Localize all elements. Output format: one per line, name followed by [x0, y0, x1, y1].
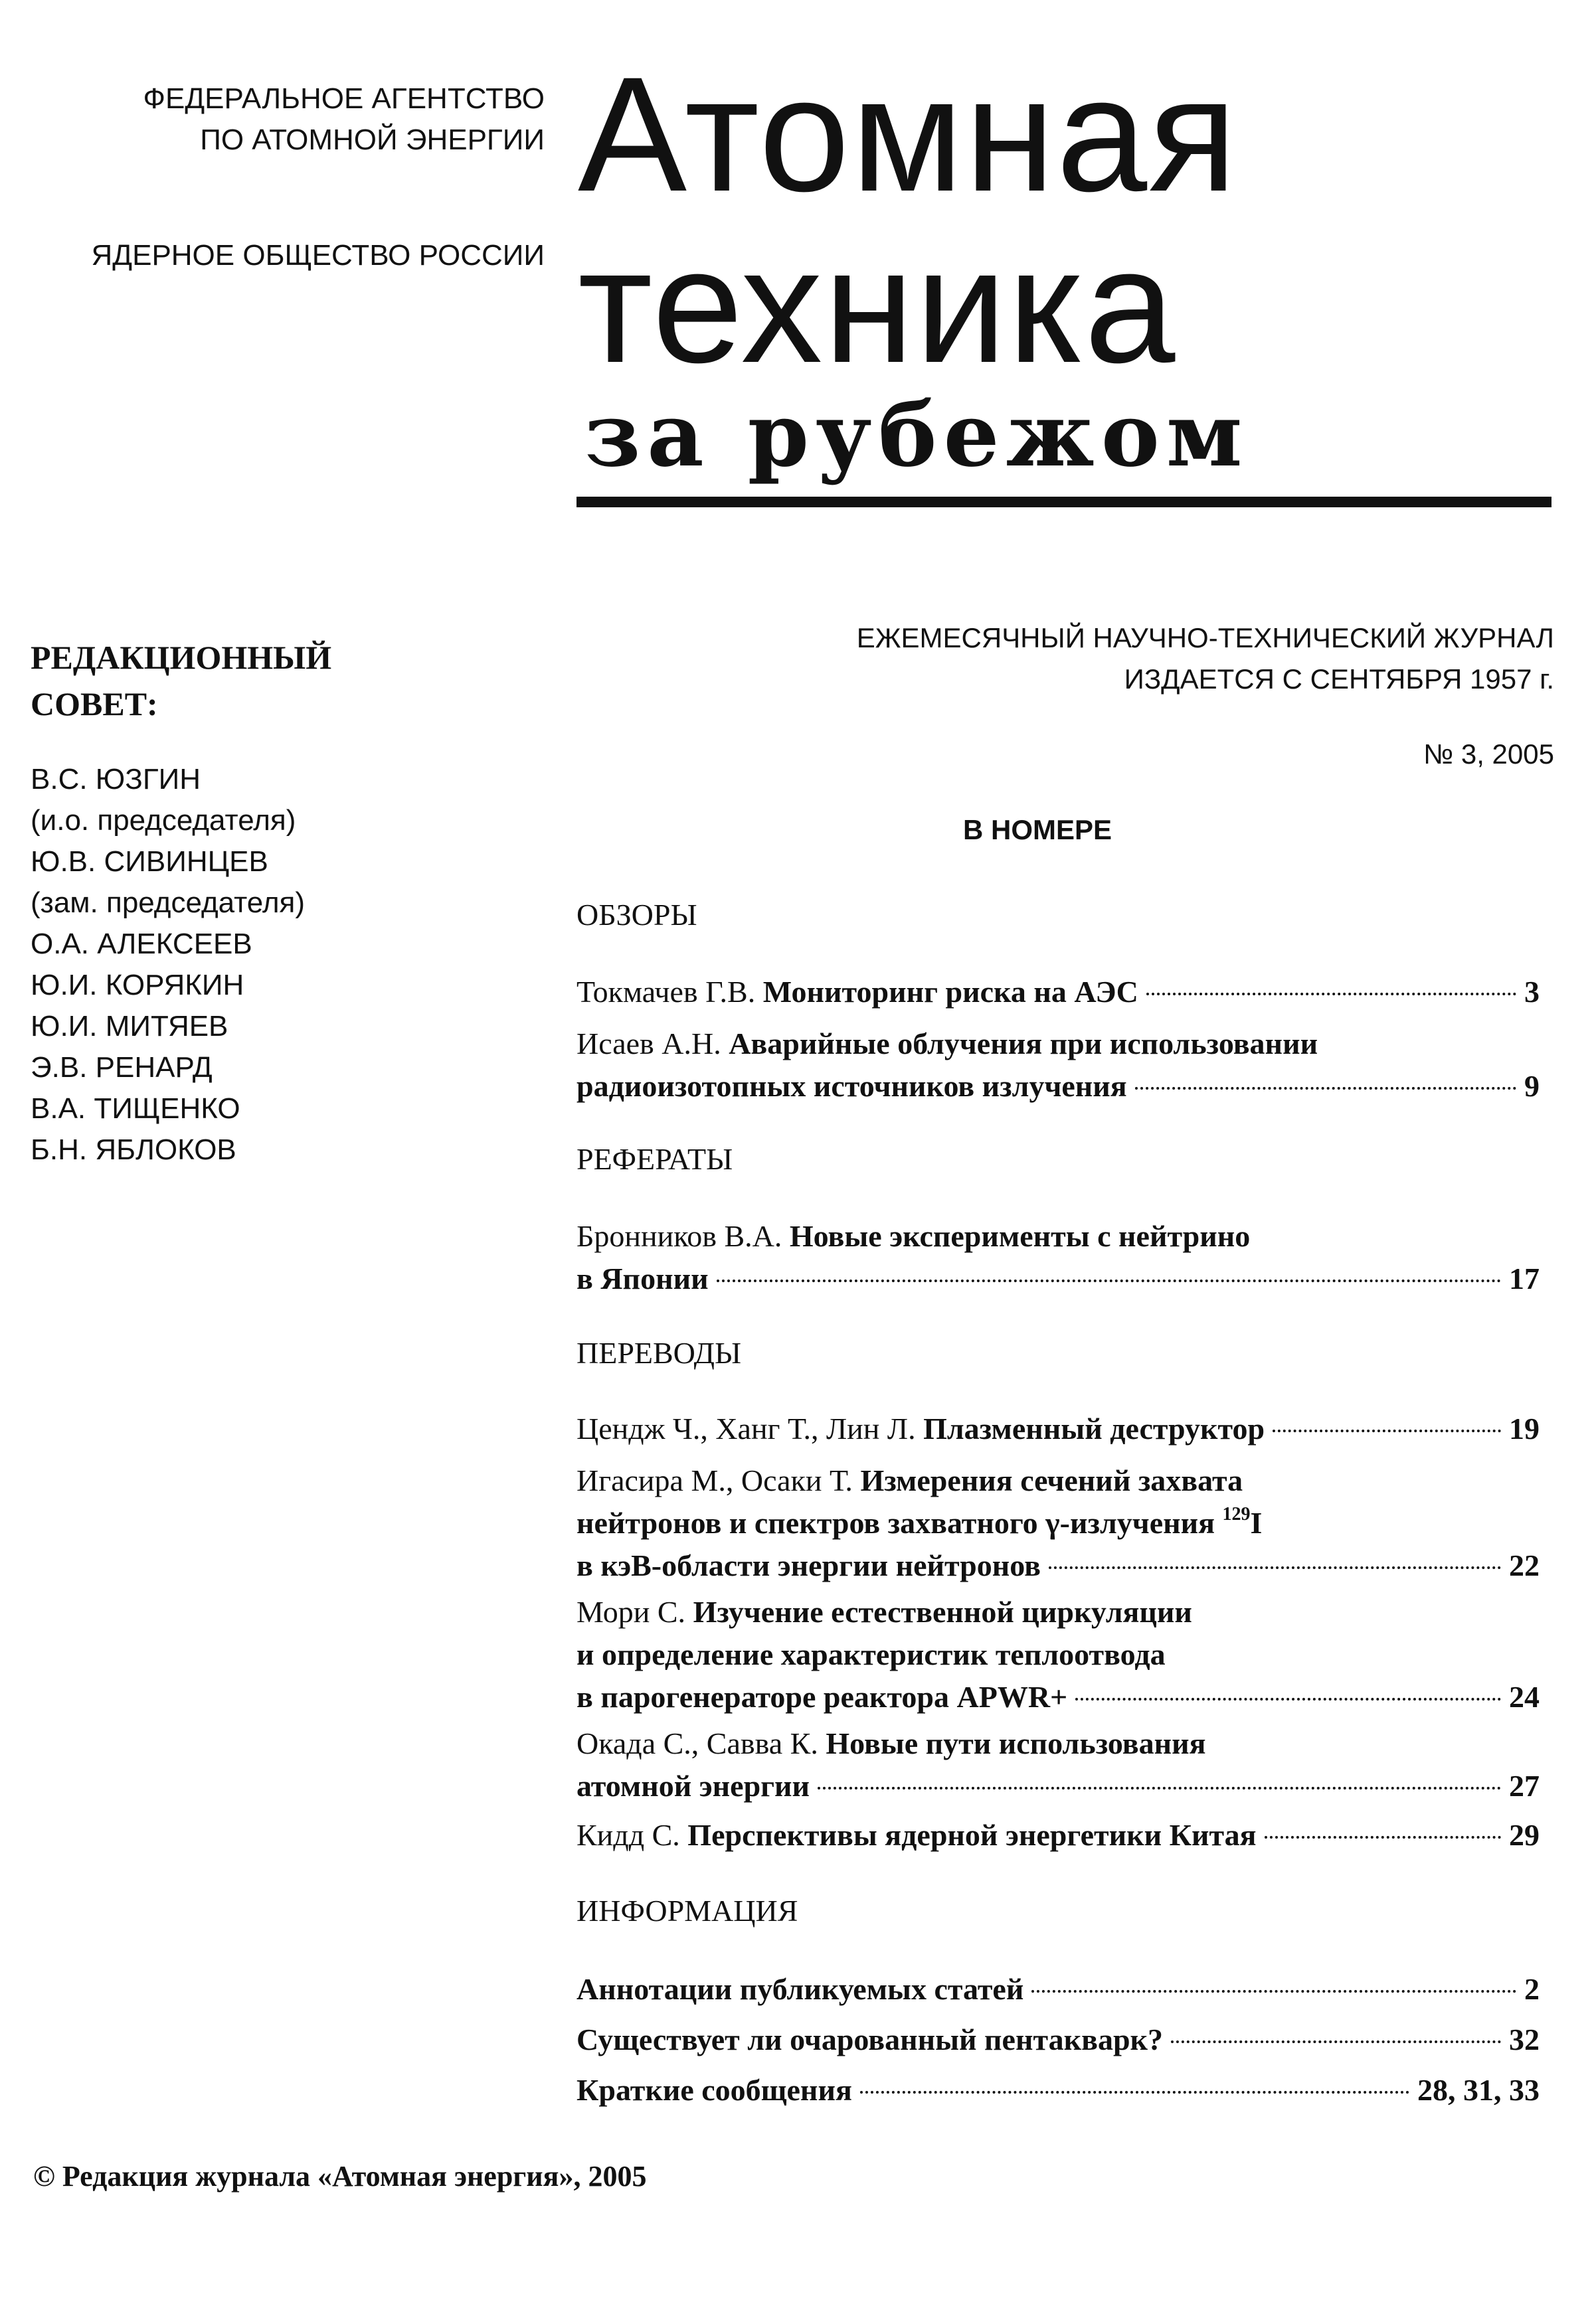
- toc-entry-title: Аварийные облучения при использовании: [729, 1027, 1318, 1060]
- board-member: В.С. ЮЗГИН: [31, 763, 201, 795]
- toc-entry[interactable]: [576, 2069, 1540, 2112]
- board-title-line-2: СОВЕТ:: [31, 685, 158, 722]
- toc-entry-title-cont: в Японии: [576, 1262, 709, 1295]
- toc-entry[interactable]: [576, 1722, 1540, 1807]
- toc-entry-page: 22: [1509, 1548, 1540, 1582]
- board-member-role: (зам. председателя): [31, 886, 305, 919]
- journal-info: [664, 618, 1554, 700]
- toc-entry-title-cont: нейтронов и спектров захватного γ-излучения: [576, 1506, 1223, 1540]
- toc-entry-page: 27: [1509, 1769, 1540, 1803]
- toc-entry-page: 24: [1509, 1680, 1540, 1714]
- organizations-block: [40, 78, 545, 276]
- board-title-line-1: РЕДАКЦИОННЫЙ: [31, 639, 332, 676]
- journal-info-line-1: ЕЖЕМЕСЯЧНЫЙ НАУЧНО-ТЕХНИЧЕСКИЙ ЖУРНАЛ: [856, 622, 1554, 653]
- toc-entry-authors: Бронников В.А.: [576, 1219, 790, 1253]
- toc-section-abstracts: РЕФЕРАТЫ: [576, 1142, 733, 1176]
- toc-entry-title-cont: радиоизотопных источников излучения: [576, 1069, 1127, 1103]
- toc-entry-authors: Токмачев Г.В.: [576, 975, 763, 1009]
- toc-entry-page: 28, 31, 33: [1417, 2073, 1540, 2107]
- board-member: Э.В. РЕНАРД: [31, 1051, 213, 1084]
- board-member: О.А. АЛЕКСЕЕВ: [31, 928, 252, 960]
- toc-entry-page: 29: [1509, 1818, 1540, 1852]
- toc-leader-dots: [1265, 1836, 1501, 1839]
- issue-number: № 3, 2005: [1423, 738, 1554, 770]
- toc-entry-title: Измерения сечений захвата: [860, 1463, 1243, 1497]
- toc-entry-authors: Окада С., Савва К.: [576, 1726, 826, 1760]
- toc-entry-authors: Исаев А.Н.: [576, 1027, 729, 1060]
- journal-info-line-2: ИЗДАЕТСЯ С СЕНТЯБРЯ 1957 г.: [1124, 663, 1554, 695]
- toc-entry[interactable]: [576, 2019, 1540, 2061]
- toc-entry[interactable]: [576, 1215, 1540, 1300]
- toc-leader-dots: [717, 1280, 1501, 1282]
- toc-leader-dots: [818, 1787, 1501, 1789]
- toc-leader-dots: [1031, 1990, 1516, 1993]
- toc-entry-page: 32: [1509, 2023, 1540, 2056]
- board-member: Б.Н. ЯБЛОКОВ: [31, 1133, 236, 1166]
- toc-entry-title-cont: в парогенераторе реактора APWR+: [576, 1680, 1068, 1714]
- toc-section-information: ИНФОРМАЦИЯ: [576, 1894, 798, 1928]
- toc-entry-page: 19: [1509, 1412, 1540, 1446]
- toc-entry[interactable]: [576, 1591, 1540, 1718]
- in-issue-heading: В НОМЕРЕ: [963, 814, 1112, 845]
- toc-entry[interactable]: [576, 1459, 1540, 1587]
- toc-entry-title: Плазменный деструктор: [923, 1412, 1265, 1446]
- copyright-notice: © Редакция журнала «Атомная энергия», 2005: [33, 2160, 647, 2193]
- toc-entry-title: Новые эксперименты с нейтрино: [789, 1219, 1251, 1253]
- toc-leader-dots: [860, 2091, 1409, 2094]
- toc-entry-title: Новые пути использования: [826, 1726, 1206, 1760]
- toc-entry-authors: Мори С.: [576, 1595, 693, 1629]
- toc-entry-authors: Цендж Ч., Ханг Т., Лин Л.: [576, 1412, 924, 1446]
- toc-leader-dots: [1075, 1698, 1501, 1701]
- toc-leader-dots: [1135, 1087, 1516, 1090]
- toc-section-translations: ПЕРЕВОДЫ: [576, 1336, 742, 1370]
- isotope-symbol: I: [1250, 1506, 1263, 1540]
- toc-entry-page: 17: [1509, 1262, 1540, 1295]
- board-member: Ю.И. МИТЯЕВ: [31, 1010, 228, 1042]
- masthead-line-2: техника: [578, 214, 1177, 397]
- board-member-role: (и.о. председателя): [31, 804, 296, 837]
- toc-entry-title: Мониторинг риска на АЭС: [762, 975, 1138, 1009]
- masthead-line-1: Атомная: [578, 43, 1239, 226]
- toc-entry-page: 2: [1524, 1972, 1540, 2006]
- toc-entry-title-cont: атомной энергии: [576, 1769, 810, 1803]
- toc-entry-title: Существует ли очарованный пентакварк?: [576, 2023, 1164, 2056]
- toc-entry-title: Краткие сообщения: [576, 2073, 852, 2107]
- toc-leader-dots: [1049, 1566, 1501, 1569]
- board-member: Ю.В. СИВИНЦЕВ: [31, 845, 268, 878]
- board-member: Ю.И. КОРЯКИН: [31, 969, 244, 1001]
- toc-entry[interactable]: [576, 1408, 1540, 1450]
- masthead-line-3: за рубежом: [584, 384, 1249, 487]
- toc-entry[interactable]: [576, 1814, 1540, 1857]
- toc-section-reviews: ОБЗОРЫ: [576, 898, 697, 932]
- toc-entry[interactable]: [576, 971, 1540, 1013]
- board-title: [31, 634, 331, 727]
- toc-entry-authors: Игасира М., Осаки Т.: [576, 1463, 861, 1497]
- board-member: В.А. ТИЩЕНКО: [31, 1092, 240, 1125]
- toc-entry-page: 9: [1524, 1069, 1540, 1103]
- toc-entry-title: Перспективы ядерной энергетики Китая: [687, 1818, 1257, 1852]
- toc-entry[interactable]: [576, 1968, 1540, 2011]
- board-member-list: [31, 759, 305, 1171]
- toc-entry-title: Изучение естественной циркуляции: [693, 1595, 1192, 1629]
- toc-entry-title: Аннотации публикуемых статей: [576, 1972, 1024, 2006]
- masthead-rule: [576, 497, 1551, 507]
- org-line-3: ЯДЕРНОЕ ОБЩЕСТВО РОССИИ: [91, 239, 545, 272]
- toc-entry[interactable]: [576, 1023, 1540, 1108]
- isotope-mass-number: 129: [1222, 1503, 1251, 1525]
- toc-entry-page: 3: [1524, 975, 1540, 1009]
- toc-entry-title-cont: в кэВ-области энергии нейтронов: [576, 1548, 1041, 1582]
- org-line-2: ПО АТОМНОЙ ЭНЕРГИИ: [200, 124, 545, 156]
- toc-entry-title-cont: и определение характеристик теплоотвода: [576, 1637, 1166, 1671]
- toc-leader-dots: [1273, 1430, 1501, 1432]
- toc-leader-dots: [1171, 2040, 1501, 2043]
- toc-entry-authors: Кидд С.: [576, 1818, 688, 1852]
- org-line-1: ФЕДЕРАЛЬНОЕ АГЕНТСТВО: [143, 82, 545, 115]
- toc-leader-dots: [1146, 993, 1516, 995]
